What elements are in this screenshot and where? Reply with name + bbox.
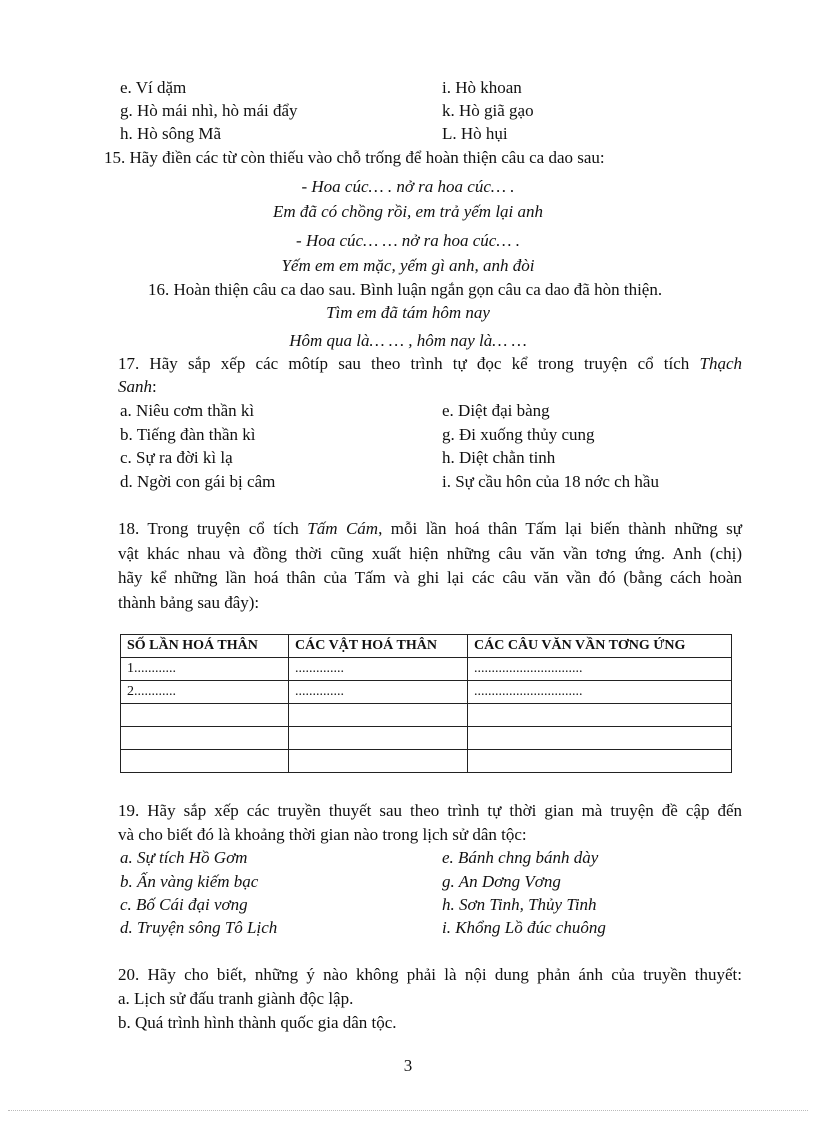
- list-item: d. Ngời con gái bị câm: [120, 472, 276, 491]
- list-item: h. Hò sông Mã: [120, 124, 222, 143]
- verse-line: Tìm em đã tám hôm nay: [326, 303, 490, 322]
- verse-line: Hôm qua là… … , hôm nay là… …: [289, 331, 527, 350]
- list-item: c. Sự ra đời kì lạ: [120, 448, 233, 467]
- question-18-prompt: 18. Trong truyện cổ tích Tấm Cám, mỗi lần hoá thân Tấm lại biến thành những sự: [118, 519, 742, 538]
- question-17-prompt: 17. Hãy sắp xếp các môtíp sau theo trình tự đọc kể trong truyện cổ tích Thạch: [118, 354, 742, 373]
- table-cell[interactable]: [468, 750, 732, 773]
- list-item: g. An Dơng Vơng: [442, 872, 561, 891]
- table-header: SỐ LẦN HOÁ THÂN: [121, 635, 289, 658]
- page-bottom-border: [8, 1110, 808, 1111]
- table-cell[interactable]: [121, 750, 289, 773]
- list-item: a. Lịch sử đấu tranh giành độc lập.: [118, 989, 354, 1008]
- list-item: e. Ví dặm: [120, 78, 187, 97]
- verse-line: - Hoa cúc… . nở ra hoa cúc… .: [301, 177, 515, 196]
- question-20-prompt: 20. Hãy cho biết, những ý nào không phải là nội dung phản ánh của truyền thuyết:: [118, 965, 742, 984]
- list-item: i. Khổng Lồ đúc chuông: [442, 918, 606, 937]
- table-cell[interactable]: [289, 727, 468, 750]
- list-item: h. Diệt chằn tinh: [442, 448, 556, 467]
- table-row: [121, 658, 732, 681]
- question-16-prompt: 16. Hoàn thiện câu ca dao sau. Bình luận ngắn gọn câu ca dao đã hòn thiện.: [148, 280, 663, 299]
- table-cell[interactable]: 2............: [121, 681, 289, 704]
- list-item: L. Hò hụi: [442, 124, 508, 143]
- table-cell[interactable]: ..............: [289, 681, 468, 704]
- list-item: b. Tiếng đàn thần kì: [120, 425, 256, 444]
- question-15-prompt: 15. Hãy điền các từ còn thiếu vào chỗ trống để hoàn thiện câu ca dao sau:: [104, 148, 605, 167]
- list-item: e. Diệt đại bàng: [442, 401, 550, 420]
- transformation-table: [120, 634, 732, 773]
- table-cell[interactable]: [121, 704, 289, 727]
- table-cell[interactable]: 1............: [121, 658, 289, 681]
- list-item: a. Niêu cơm thần kì: [120, 401, 255, 420]
- list-item: h. Sơn Tinh, Thủy Tinh: [442, 895, 597, 914]
- table-cell[interactable]: ...............................: [468, 658, 732, 681]
- list-item: i. Sự cầu hôn của 18 nớc ch hầu: [442, 472, 659, 491]
- table-cell[interactable]: [468, 704, 732, 727]
- list-item: e. Bánh chng bánh dày: [442, 848, 599, 867]
- question-19-line: và cho biết đó là khoảng thời gian nào trong lịch sử dân tộc:: [118, 825, 527, 844]
- question-18-line: thành bảng sau đây):: [118, 593, 260, 612]
- verse-line: Em đã có chồng rồi, em trả yếm lại anh: [272, 202, 544, 221]
- list-item: k. Hò giã gạo: [442, 101, 534, 120]
- verse-line: Yếm em em mặc, yếm gì anh, anh đòi: [281, 256, 535, 275]
- table-header-row: [121, 635, 732, 658]
- question-18-line: vật khác nhau và đồng thời cũng xuất hiện những câu văn vần tơng ứng. Anh (chị): [118, 544, 742, 563]
- list-item: c. Bố Cái đại vơng: [120, 895, 248, 914]
- table-cell[interactable]: ..............: [289, 658, 468, 681]
- list-item: i. Hò khoan: [442, 78, 522, 97]
- table-cell[interactable]: [121, 727, 289, 750]
- table-row: [121, 750, 732, 773]
- list-item: g. Đi xuống thủy cung: [442, 425, 595, 444]
- table-cell[interactable]: [468, 727, 732, 750]
- list-item: d. Truyện sông Tô Lịch: [120, 918, 278, 937]
- list-item: b. Ấn vàng kiếm bạc: [120, 872, 259, 891]
- table-header: CÁC VẬT HOÁ THÂN: [289, 635, 468, 658]
- table-cell[interactable]: [289, 704, 468, 727]
- table-row: [121, 727, 732, 750]
- table-cell[interactable]: ...............................: [468, 681, 732, 704]
- question-17-prompt-cont: Sanh:: [118, 377, 157, 396]
- table-header: CÁC CÂU VĂN VẦN TƠNG ỨNG: [468, 635, 732, 658]
- table-row: [121, 681, 732, 704]
- table-row: [121, 704, 732, 727]
- list-item: g. Hò mái nhì, hò mái đẩy: [120, 101, 298, 120]
- table-cell[interactable]: [289, 750, 468, 773]
- question-19-prompt: 19. Hãy sắp xếp các truyền thuyết sau theo trình tự thời gian mà truyện đề cập đến: [118, 801, 742, 820]
- question-18-line: hãy kể những lần hoá thân của Tấm và ghi lại các câu văn vần đó (bằng cách hoàn: [118, 568, 742, 587]
- list-item: a. Sự tích Hồ Gơm: [120, 848, 248, 867]
- verse-line: - Hoa cúc… … nở ra hoa cúc… .: [296, 231, 520, 250]
- list-item: b. Quá trình hình thành quốc gia dân tộc.: [118, 1013, 397, 1032]
- page-number: 3: [403, 1056, 413, 1075]
